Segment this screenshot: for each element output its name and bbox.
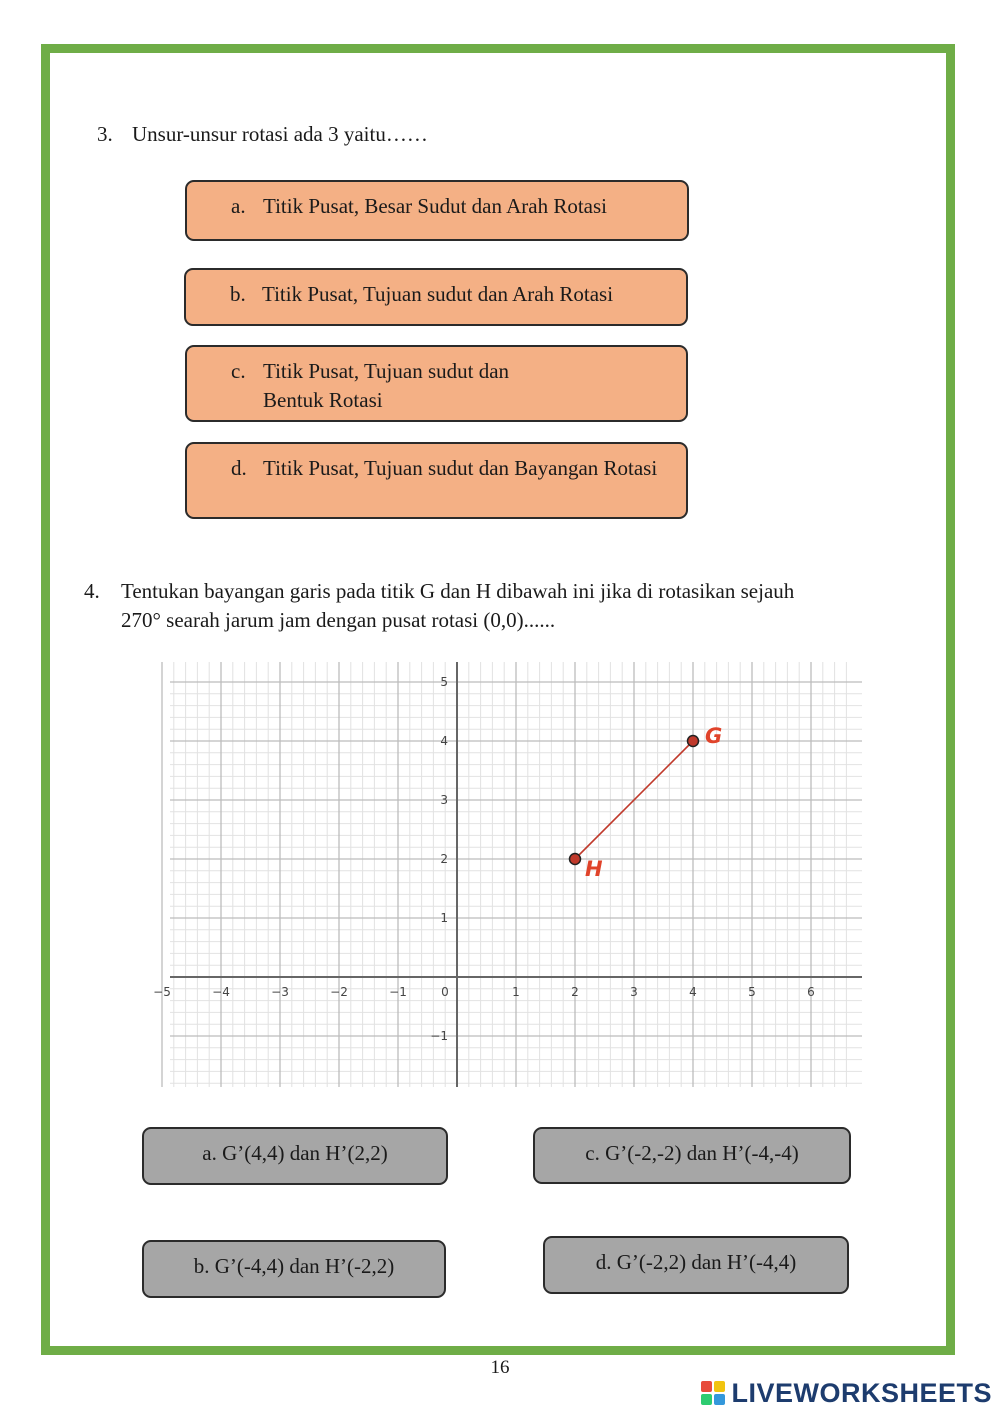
- q4-option-a-letter: a.: [202, 1141, 217, 1165]
- x-tick-label: 2: [571, 985, 579, 999]
- x-tick-label: 5: [748, 985, 756, 999]
- point-label-h: H: [585, 857, 603, 881]
- q3-option-b-text: Titik Pusat, Tujuan sudut dan Arah Rotasi: [262, 282, 614, 306]
- q4-option-c-letter: c.: [585, 1141, 600, 1165]
- brand-name: LIVEWORKSHEETS: [731, 1377, 992, 1408]
- x-tick-label: 4: [689, 985, 697, 999]
- y-tick-label: −1: [430, 1029, 448, 1043]
- q4-option-b-text: G’(-4,4) dan H’(-2,2): [214, 1254, 395, 1278]
- question-4-line-1: Tentukan bayangan garis pada titik G dan H dibawah ini jika di rotasikan sejauh: [121, 579, 795, 603]
- question-3-number: 3.: [97, 122, 113, 146]
- x-tick-label: −2: [330, 985, 348, 999]
- q4-option-c-text: G’(-2,-2) dan H’(-4,-4): [605, 1141, 799, 1165]
- q4-option-b-letter: b.: [193, 1254, 210, 1278]
- x-tick-label: 0: [441, 985, 449, 999]
- page-number: 16: [490, 1357, 510, 1378]
- y-tick-label: 2: [440, 852, 448, 866]
- q4-option-c-line: [535, 1139, 849, 1168]
- q4-option-d-line: [545, 1248, 847, 1277]
- q3-option-b[interactable]: [184, 268, 688, 326]
- q3-option-a[interactable]: [185, 180, 689, 241]
- question-4-line-2: 270° searah jarum jam dengan pusat rotasi (0,0)......: [121, 608, 556, 632]
- question-4: [84, 577, 794, 635]
- x-tick-label: 6: [807, 985, 815, 999]
- q3-option-c[interactable]: [185, 345, 688, 422]
- coordinate-graph: [153, 662, 862, 1087]
- x-tick-label: −5: [153, 985, 171, 999]
- y-tick-label: 5: [440, 675, 448, 689]
- q3-option-d-letter: d.: [231, 456, 247, 480]
- q3-option-a-text: Titik Pusat, Besar Sudut dan Arah Rotasi: [263, 194, 607, 218]
- y-tick-label: 1: [440, 911, 448, 925]
- q4-option-a-text: G’(4,4) dan H’(2,2): [222, 1141, 388, 1165]
- q4-option-a-line: [144, 1139, 446, 1168]
- q4-option-d-letter: d.: [595, 1250, 612, 1274]
- question-3-text: Unsur-unsur rotasi ada 3 yaitu……: [132, 122, 428, 146]
- x-tick-label: 3: [630, 985, 638, 999]
- q4-option-d-text: G’(-2,2) dan H’(-4,4): [616, 1250, 797, 1274]
- point-h: [570, 854, 581, 865]
- brand-watermark: [701, 1377, 992, 1409]
- question-4-number: 4.: [84, 579, 100, 603]
- x-tick-label: −4: [212, 985, 230, 999]
- x-tick-label: −3: [271, 985, 289, 999]
- question-3: [97, 120, 428, 149]
- q3-option-c-letter: c.: [231, 359, 246, 383]
- q4-option-d[interactable]: [543, 1236, 849, 1294]
- point-g: [688, 736, 699, 747]
- x-tick-label: −1: [389, 985, 407, 999]
- q4-option-c[interactable]: [533, 1127, 851, 1184]
- q3-option-c-text: Titik Pusat, Tujuan sudut dan Bentuk Rotasi: [263, 359, 510, 412]
- x-tick-label: 1: [512, 985, 520, 999]
- q3-option-d[interactable]: [185, 442, 688, 519]
- q4-option-b[interactable]: [142, 1240, 446, 1298]
- q3-option-b-letter: b.: [230, 282, 246, 306]
- y-tick-label: 3: [440, 793, 448, 807]
- y-tick-label: 4: [440, 734, 448, 748]
- liveworksheets-logo-icon: [701, 1381, 725, 1405]
- q4-option-b-line: [144, 1252, 444, 1281]
- q3-option-d-text: Titik Pusat, Tujuan sudut dan Bayangan Rotasi: [263, 456, 658, 480]
- point-label-g: G: [705, 724, 723, 748]
- q3-option-a-letter: a.: [231, 194, 246, 218]
- q4-option-a[interactable]: [142, 1127, 448, 1185]
